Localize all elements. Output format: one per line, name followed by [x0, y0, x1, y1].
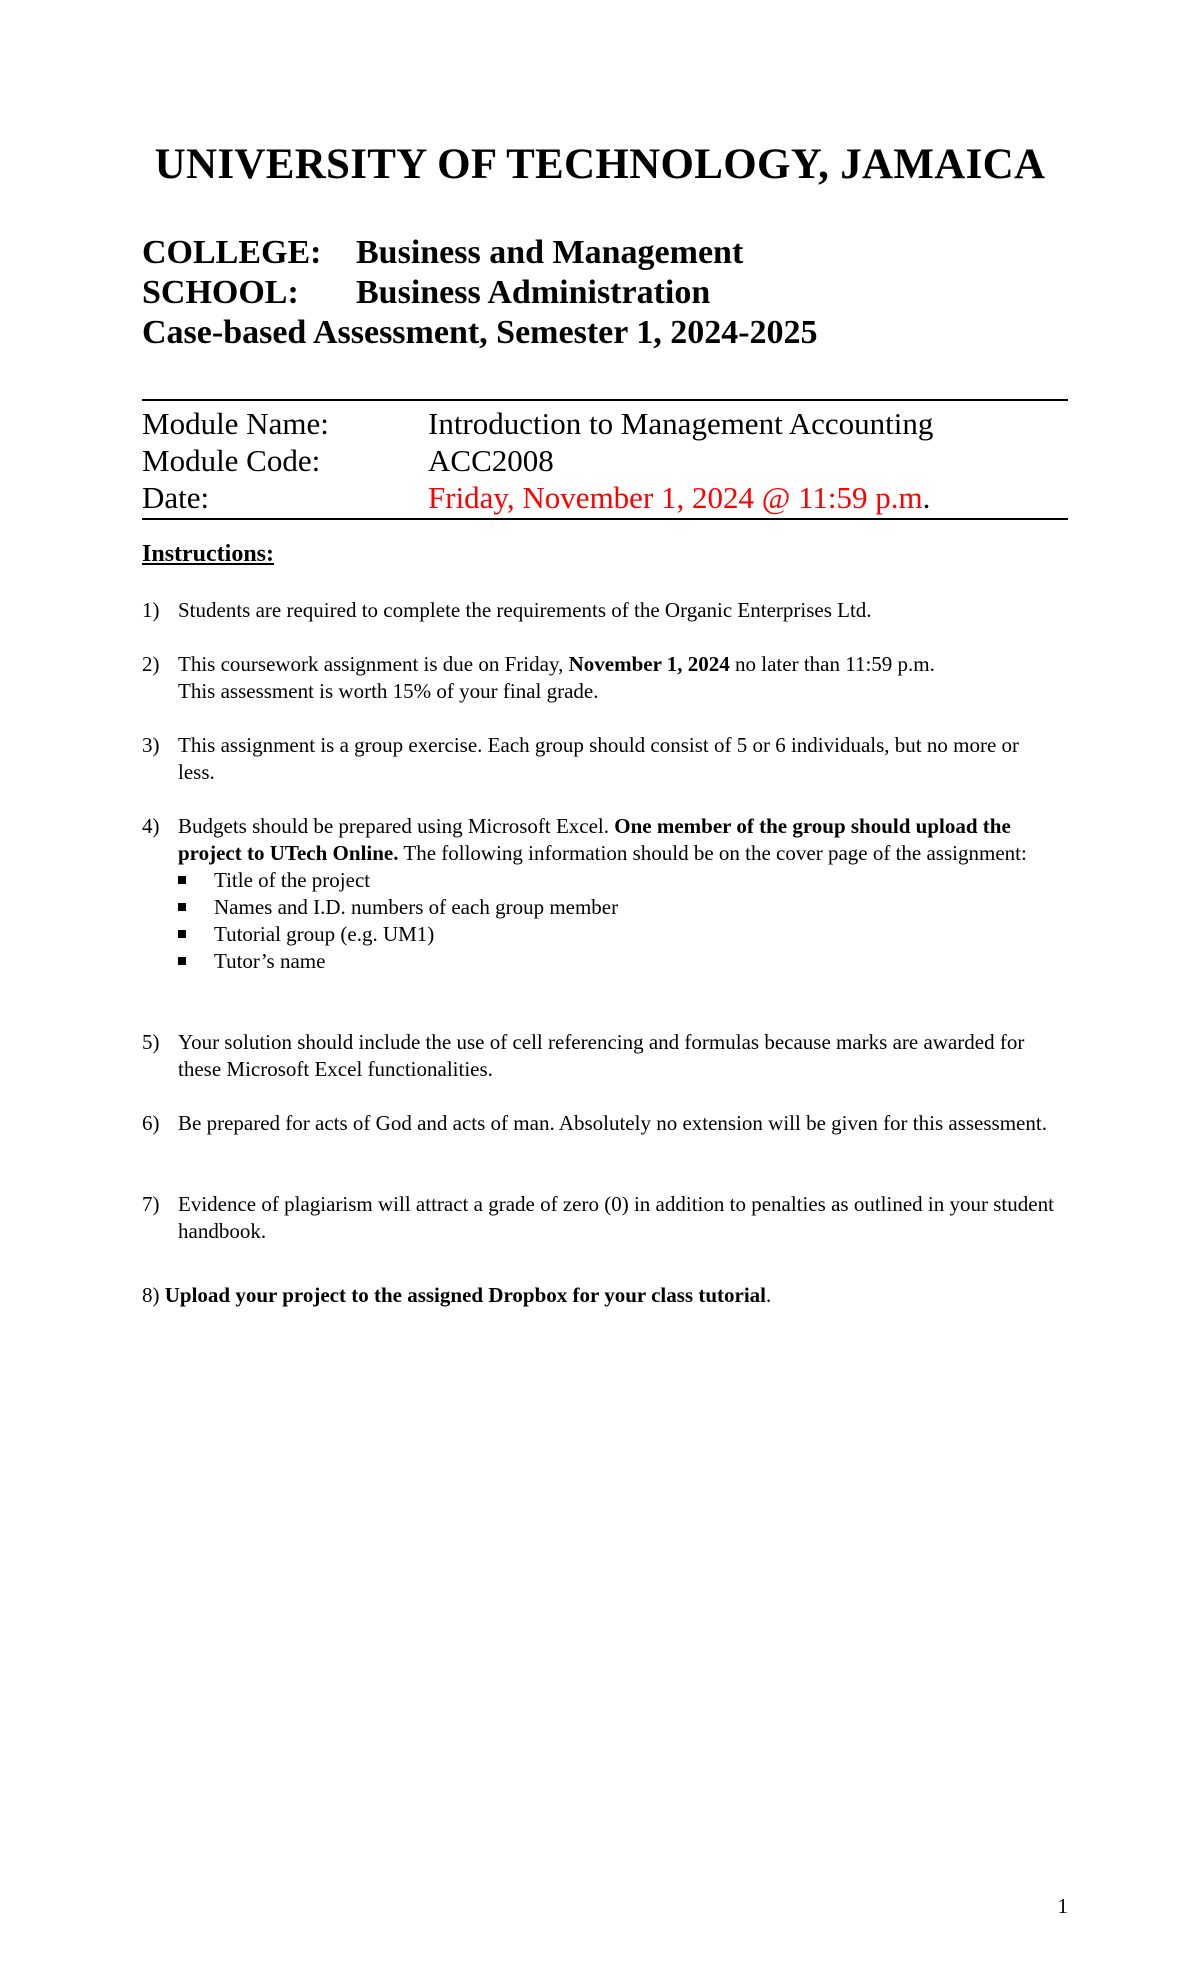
- school-value: Business Administration: [356, 274, 711, 311]
- college-label: COLLEGE:: [142, 234, 322, 271]
- college-value: Business and Management: [356, 234, 744, 271]
- item-number: 3): [142, 733, 160, 757]
- bullet-item: Tutorial group (e.g. UM1): [142, 921, 1068, 948]
- item-number: 6): [142, 1111, 160, 1135]
- item-number: 5): [142, 1030, 160, 1054]
- instruction-item-6: [142, 1110, 1068, 1137]
- instruction-item-7: [142, 1191, 1068, 1245]
- module-code-label: Module Code:: [142, 443, 321, 478]
- item-text: Students are required to complete the requirements of the Organic Enterprises Ltd.: [178, 598, 872, 622]
- module-code-row: [142, 442, 1068, 479]
- school-label: SCHOOL:: [142, 274, 299, 311]
- page-number: 1: [1057, 1894, 1068, 1918]
- module-name-label: Module Name:: [142, 406, 329, 441]
- instruction-item-1: [142, 597, 1068, 624]
- item-number: 8): [142, 1283, 160, 1307]
- square-bullet-icon: [178, 957, 186, 965]
- item-text: Be prepared for acts of God and acts of man. Absolutely no extension will be given for this assessment.: [178, 1111, 1047, 1135]
- instruction-item-4: [142, 813, 1068, 975]
- instructions-heading: Instructions:: [142, 541, 275, 567]
- instruction-item-2: [142, 651, 1068, 705]
- upload-instruction-bold: One member of the group should upload the project to UTech Online.: [178, 814, 1011, 865]
- college-line: [142, 234, 743, 272]
- item-text-tail: .: [766, 1283, 772, 1307]
- item-number: 2): [142, 652, 160, 676]
- date-label: Date:: [142, 480, 210, 515]
- square-bullet-icon: [178, 903, 186, 911]
- assessment-line: Case-based Assessment, Semester 1, 2024-2025: [142, 314, 818, 351]
- item-text: Your solution should include the use of cell referencing and formulas because marks are awarded for these Microsoft Excel functionalities.: [178, 1030, 1025, 1081]
- bullet-item: Title of the project: [142, 867, 1068, 894]
- item-number: 7): [142, 1192, 160, 1216]
- instruction-item-3: [142, 732, 1068, 786]
- due-date-bold: November 1, 2024: [568, 652, 730, 676]
- item-text-part: no later than 11:59 p.m.: [729, 652, 935, 676]
- module-code-value: ACC2008: [428, 443, 554, 478]
- item-number: 1): [142, 598, 160, 622]
- item-text: [178, 813, 1068, 867]
- item-text-part: The following information should be on the cover page of the assignment:: [398, 841, 1027, 865]
- item-text: Evidence of plagiarism will attract a grade of zero (0) in addition to penalties as outlined in your student handbook.: [178, 1192, 1054, 1243]
- university-title: UNIVERSITY OF TECHNOLOGY, JAMAICA: [154, 141, 1046, 188]
- item-text: [178, 651, 1068, 705]
- instruction-item-8: [142, 1282, 771, 1309]
- due-date-value: Friday, November 1, 2024 @ 11:59 p.m: [428, 480, 923, 515]
- module-name-value: Introduction to Management Accounting: [428, 406, 934, 441]
- dropbox-instruction-bold: Upload your project to the assigned Dropbox for your class tutorial: [164, 1283, 766, 1307]
- instruction-item-5: [142, 1029, 1068, 1083]
- cover-page-bullets: [142, 867, 1068, 975]
- school-line: [142, 274, 710, 312]
- item-text-part: This assessment is worth 15% of your final grade.: [178, 679, 599, 703]
- square-bullet-icon: [178, 930, 186, 938]
- date-row: [142, 479, 1068, 516]
- item-text: This assignment is a group exercise. Each group should consist of 5 or 6 individuals, but no more or less.: [178, 733, 1020, 784]
- item-text-part: This coursework assignment is due on Friday,: [178, 652, 569, 676]
- module-name-row: [142, 405, 1068, 442]
- bullet-item: Tutor’s name: [142, 948, 1068, 975]
- item-number: 4): [142, 814, 160, 838]
- bullet-item: Names and I.D. numbers of each group member: [142, 894, 1068, 921]
- date-trailing-period: .: [922, 480, 931, 515]
- item-text-part: Budgets should be prepared using Microsoft Excel.: [178, 814, 615, 838]
- module-info-table: [142, 399, 1068, 520]
- square-bullet-icon: [178, 876, 186, 884]
